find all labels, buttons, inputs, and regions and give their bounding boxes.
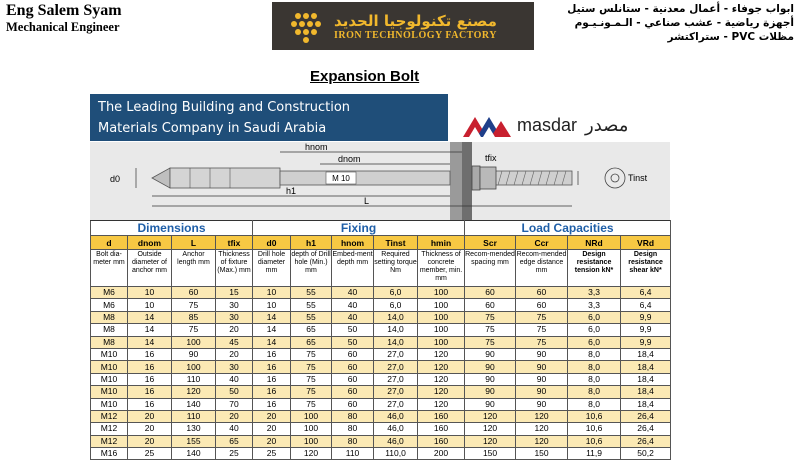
table-cell: 9,9 — [621, 324, 671, 336]
table-cell: 50 — [216, 386, 253, 398]
table-cell: M10 — [91, 361, 128, 373]
column-description: Embed-ment depth mm — [332, 250, 374, 287]
table-cell: 30 — [216, 299, 253, 311]
table-cell: 6,4 — [621, 287, 671, 299]
table-cell: 75 — [172, 324, 216, 336]
table-row — [91, 373, 671, 385]
column-description: Drill hole diameter mm — [253, 250, 291, 287]
column-description: Thickness of concrete member, min. mm — [418, 250, 465, 287]
table-cell: 6,0 — [568, 324, 621, 336]
table-row — [91, 348, 671, 360]
table-row — [91, 336, 671, 348]
tinst-label: Tinst — [628, 173, 648, 183]
table-cell: 14 — [128, 324, 172, 336]
table-cell: 6,4 — [621, 299, 671, 311]
table-cell: 100 — [172, 336, 216, 348]
table-cell: 80 — [332, 435, 374, 447]
table-cell: 40 — [216, 423, 253, 435]
arabic-services-line: أجهزة رياضية - عشب صناعي - الـمـونـيـوم — [574, 17, 794, 29]
table-cell: 20 — [253, 410, 291, 422]
column-description: Design resistance tension kN* — [568, 250, 621, 287]
column-symbol: NRd — [568, 236, 621, 250]
column-description: Recom-mended spacing mm — [465, 250, 516, 287]
table-row — [91, 287, 671, 299]
table-cell: 14,0 — [374, 336, 418, 348]
table-cell: 60 — [332, 348, 374, 360]
column-symbol: Ccr — [516, 236, 568, 250]
table-cell: 60 — [172, 287, 216, 299]
table-cell: 110,0 — [374, 448, 418, 460]
table-cell: 16 — [128, 373, 172, 385]
table-cell: M6 — [91, 299, 128, 311]
table-cell: 6,0 — [374, 287, 418, 299]
table-cell: 120 — [465, 435, 516, 447]
table-cell: 14,0 — [374, 324, 418, 336]
table-cell: 55 — [291, 287, 332, 299]
table-cell: 3,3 — [568, 287, 621, 299]
expansion-sleeve — [170, 168, 280, 188]
expansion-bolt-spec-table — [90, 220, 671, 460]
table-row — [91, 423, 671, 435]
table-cell: 120 — [291, 448, 332, 460]
table-cell: 6,0 — [568, 311, 621, 323]
table-cell: 50 — [332, 324, 374, 336]
table-cell: 14 — [128, 336, 172, 348]
column-symbol: hnom — [332, 236, 374, 250]
document-title: Expansion Bolt — [310, 68, 420, 85]
table-cell: 200 — [418, 448, 465, 460]
table-cell: 11,9 — [568, 448, 621, 460]
table-cell: 120 — [516, 435, 568, 447]
table-cell: 40 — [332, 299, 374, 311]
concrete-wall-section — [450, 142, 462, 220]
table-cell: 60 — [465, 299, 516, 311]
table-cell: 90 — [516, 361, 568, 373]
table-cell: 90 — [516, 348, 568, 360]
column-symbol: d — [91, 236, 128, 250]
table-cell: 65 — [291, 336, 332, 348]
table-cell: M8 — [91, 324, 128, 336]
table-cell: 100 — [291, 435, 332, 447]
table-cell: 60 — [332, 386, 374, 398]
table-cell: 90 — [465, 348, 516, 360]
table-cell: 90 — [465, 398, 516, 410]
table-cell: 75 — [172, 299, 216, 311]
table-cell: 16 — [128, 348, 172, 360]
table-cell: 110 — [172, 373, 216, 385]
column-symbol: L — [172, 236, 216, 250]
table-cell: M12 — [91, 410, 128, 422]
table-cell: 18,4 — [621, 398, 671, 410]
tfix-label: tfix — [485, 153, 497, 163]
table-cell: 14 — [253, 311, 291, 323]
column-symbol: hmin — [418, 236, 465, 250]
table-cell: 60 — [332, 398, 374, 410]
column-symbol: d0 — [253, 236, 291, 250]
table-cell: 100 — [418, 336, 465, 348]
table-cell: 160 — [418, 435, 465, 447]
table-cell: 8,0 — [568, 361, 621, 373]
table-cell: 90 — [172, 348, 216, 360]
table-cell: 45 — [216, 336, 253, 348]
table-cell: 60 — [516, 299, 568, 311]
table-cell: 70 — [216, 398, 253, 410]
table-cell: 120 — [465, 423, 516, 435]
table-cell: 100 — [291, 423, 332, 435]
table-cell: 75 — [465, 324, 516, 336]
column-description: Anchor length mm — [172, 250, 216, 287]
table-cell: 8,0 — [568, 398, 621, 410]
table-row — [91, 311, 671, 323]
table-cell: M10 — [91, 348, 128, 360]
table-cell: 27,0 — [374, 373, 418, 385]
table-cell: 10,6 — [568, 423, 621, 435]
table-cell: 80 — [332, 410, 374, 422]
symbol-header-row — [91, 236, 671, 250]
table-cell: 140 — [172, 398, 216, 410]
column-symbol: Tinst — [374, 236, 418, 250]
column-symbol: h1 — [291, 236, 332, 250]
table-cell: 75 — [291, 361, 332, 373]
table-cell: 50 — [332, 336, 374, 348]
table-cell: 50,2 — [621, 448, 671, 460]
table-cell: 75 — [465, 336, 516, 348]
table-cell: 65 — [216, 435, 253, 447]
table-cell: 75 — [291, 386, 332, 398]
table-cell: 6,0 — [374, 299, 418, 311]
table-row — [91, 386, 671, 398]
table-cell: 75 — [291, 348, 332, 360]
fixture-plate — [462, 142, 472, 220]
banner-line-2: Materials Company in Saudi Arabia — [98, 121, 327, 136]
table-cell: 10 — [253, 287, 291, 299]
table-cell: 100 — [418, 287, 465, 299]
table-cell: 120 — [465, 410, 516, 422]
table-cell: 20 — [128, 435, 172, 447]
table-cell: 60 — [332, 373, 374, 385]
column-description: Required setting torque Nm — [374, 250, 418, 287]
table-row — [91, 410, 671, 422]
table-cell: 3,3 — [568, 299, 621, 311]
table-cell: 16 — [253, 361, 291, 373]
table-cell: 90 — [516, 373, 568, 385]
table-cell: 120 — [516, 423, 568, 435]
logo-mark-icon — [284, 6, 328, 46]
table-cell: 20 — [253, 423, 291, 435]
banner-line-1: The Leading Building and Construction — [98, 100, 351, 115]
column-symbol: dnom — [128, 236, 172, 250]
column-symbol: VRd — [621, 236, 671, 250]
table-cell: M8 — [91, 336, 128, 348]
table-cell: 150 — [516, 448, 568, 460]
iron-technology-logo — [272, 2, 534, 50]
table-cell: 14 — [128, 311, 172, 323]
table-cell: 65 — [291, 324, 332, 336]
table-cell: 90 — [516, 386, 568, 398]
logo-arabic-name: مصنع تكنولوجيا الحديد — [334, 11, 497, 30]
table-cell: 120 — [418, 386, 465, 398]
table-cell: M10 — [91, 373, 128, 385]
logo-english-name: IRON TECHNOLOGY FACTORY — [334, 29, 498, 41]
table-cell: 75 — [291, 373, 332, 385]
column-description: Design resistance shear kN* — [621, 250, 671, 287]
author-name: Eng Salem Syam — [6, 2, 122, 19]
table-cell: 26,4 — [621, 423, 671, 435]
table-cell: 100 — [418, 299, 465, 311]
table-cell: 60 — [516, 287, 568, 299]
masdar-mark-icon — [463, 113, 511, 137]
column-description: Thickness of fixture (Max.) mm — [216, 250, 253, 287]
description-header-row — [91, 250, 671, 287]
table-cell: 18,4 — [621, 348, 671, 360]
table-cell: 85 — [172, 311, 216, 323]
table-cell: 100 — [418, 324, 465, 336]
table-cell: 26,4 — [621, 435, 671, 447]
table-cell: 90 — [465, 386, 516, 398]
bolt-marking: M 10 — [332, 174, 350, 183]
table-cell: 10 — [128, 299, 172, 311]
column-symbol: tfix — [216, 236, 253, 250]
table-cell: 27,0 — [374, 386, 418, 398]
arabic-services-line: ابواب جوفاء - أعمال معدنية - ستانلس ستيل — [567, 3, 794, 15]
washer — [472, 166, 480, 190]
hex-nut — [480, 167, 496, 189]
table-cell: 90 — [465, 361, 516, 373]
table-cell: 100 — [291, 410, 332, 422]
company-banner — [90, 94, 448, 141]
arabic-services-list — [567, 2, 794, 44]
dnom-label: dnom — [338, 154, 361, 164]
arabic-services-line: مظلات PVC - ستراكتشر — [667, 31, 794, 43]
table-cell: 18,4 — [621, 361, 671, 373]
hnom-label: hnom — [305, 142, 328, 152]
bolt-shank — [280, 171, 450, 185]
table-row — [91, 299, 671, 311]
table-cell: 10,6 — [568, 435, 621, 447]
table-cell: 130 — [172, 423, 216, 435]
table-cell: 16 — [253, 386, 291, 398]
table-cell: 75 — [516, 336, 568, 348]
table-cell: 25 — [253, 448, 291, 460]
table-cell: 14,0 — [374, 311, 418, 323]
table-cell: 15 — [216, 287, 253, 299]
table-cell: 20 — [216, 348, 253, 360]
table-cell: 18,4 — [621, 373, 671, 385]
table-cell: 10 — [253, 299, 291, 311]
table-cell: 8,0 — [568, 373, 621, 385]
table-cell: 8,0 — [568, 348, 621, 360]
table-cell: 120 — [418, 361, 465, 373]
table-cell: 120 — [418, 373, 465, 385]
column-description: Outside diameter of anchor mm — [128, 250, 172, 287]
group-load-capacities: Load Capacities — [465, 221, 671, 236]
table-cell: M6 — [91, 287, 128, 299]
table-row — [91, 324, 671, 336]
table-cell: 40 — [332, 311, 374, 323]
table-cell: 25 — [128, 448, 172, 460]
table-cell: 120 — [172, 386, 216, 398]
table-cell: 14 — [253, 336, 291, 348]
table-cell: 27,0 — [374, 398, 418, 410]
table-cell: M10 — [91, 386, 128, 398]
table-cell: 16 — [128, 398, 172, 410]
column-symbol: Scr — [465, 236, 516, 250]
table-cell: M8 — [91, 311, 128, 323]
table-cell: 30 — [216, 361, 253, 373]
column-description: Bolt dia-meter mm — [91, 250, 128, 287]
table-cell: 16 — [253, 398, 291, 410]
table-cell: 55 — [291, 299, 332, 311]
table-cell: 20 — [128, 423, 172, 435]
table-cell: 120 — [418, 398, 465, 410]
column-description: Recom-mended edge distance mm — [516, 250, 568, 287]
table-cell: 110 — [332, 448, 374, 460]
table-cell: 120 — [418, 348, 465, 360]
author-title: Mechanical Engineer — [6, 20, 120, 34]
table-cell: 160 — [418, 410, 465, 422]
h1-label: h1 — [286, 186, 297, 196]
table-cell: 20 — [216, 410, 253, 422]
table-cell: 27,0 — [374, 361, 418, 373]
table-cell: 90 — [516, 398, 568, 410]
table-cell: 16 — [253, 373, 291, 385]
table-row — [91, 398, 671, 410]
table-cell: 120 — [516, 410, 568, 422]
table-cell: 75 — [291, 398, 332, 410]
table-cell: 16 — [128, 386, 172, 398]
masdar-english-name: masdar — [517, 114, 578, 135]
table-cell: M12 — [91, 435, 128, 447]
table-cell: 60 — [465, 287, 516, 299]
table-cell: 9,9 — [621, 311, 671, 323]
table-cell: M16 — [91, 448, 128, 460]
table-cell: 25 — [216, 448, 253, 460]
table-cell: 90 — [465, 373, 516, 385]
table-cell: 8,0 — [568, 386, 621, 398]
table-cell: 140 — [172, 448, 216, 460]
table-cell: 20 — [253, 435, 291, 447]
table-cell: 80 — [332, 423, 374, 435]
table-cell: 155 — [172, 435, 216, 447]
table-cell: 100 — [172, 361, 216, 373]
table-cell: 16 — [253, 348, 291, 360]
table-cell: 26,4 — [621, 410, 671, 422]
table-row — [91, 435, 671, 447]
group-dimensions: Dimensions — [91, 221, 253, 236]
table-cell: 150 — [465, 448, 516, 460]
table-cell: 16 — [128, 361, 172, 373]
table-row — [91, 448, 671, 460]
table-cell: 75 — [516, 311, 568, 323]
table-cell: 160 — [418, 423, 465, 435]
table-cell: 75 — [465, 311, 516, 323]
table-cell: 10,6 — [568, 410, 621, 422]
table-cell: M10 — [91, 398, 128, 410]
table-cell: 14 — [253, 324, 291, 336]
table-cell: 30 — [216, 311, 253, 323]
expansion-bolt-diagram — [90, 142, 670, 220]
table-row — [91, 361, 671, 373]
table-cell: 9,9 — [621, 336, 671, 348]
masdar-arabic-name: مصدر — [585, 114, 629, 136]
group-fixing: Fixing — [253, 221, 465, 236]
table-cell: M12 — [91, 423, 128, 435]
table-cell: 6,0 — [568, 336, 621, 348]
table-cell: 18,4 — [621, 386, 671, 398]
d0-label: d0 — [110, 174, 121, 184]
table-cell: 10 — [128, 287, 172, 299]
masdar-logo — [463, 113, 628, 137]
length-label: L — [364, 196, 370, 206]
table-cell: 46,0 — [374, 435, 418, 447]
table-cell: 75 — [516, 324, 568, 336]
table-cell: 40 — [332, 287, 374, 299]
table-cell: 46,0 — [374, 423, 418, 435]
table-cell: 40 — [216, 373, 253, 385]
table-cell: 20 — [128, 410, 172, 422]
table-cell: 60 — [332, 361, 374, 373]
table-cell: 27,0 — [374, 348, 418, 360]
table-cell: 20 — [216, 324, 253, 336]
table-cell: 100 — [418, 311, 465, 323]
table-cell: 110 — [172, 410, 216, 422]
table-cell: 55 — [291, 311, 332, 323]
table-cell: 46,0 — [374, 410, 418, 422]
column-description: depth of Drill hole (Min.) mm — [291, 250, 332, 287]
